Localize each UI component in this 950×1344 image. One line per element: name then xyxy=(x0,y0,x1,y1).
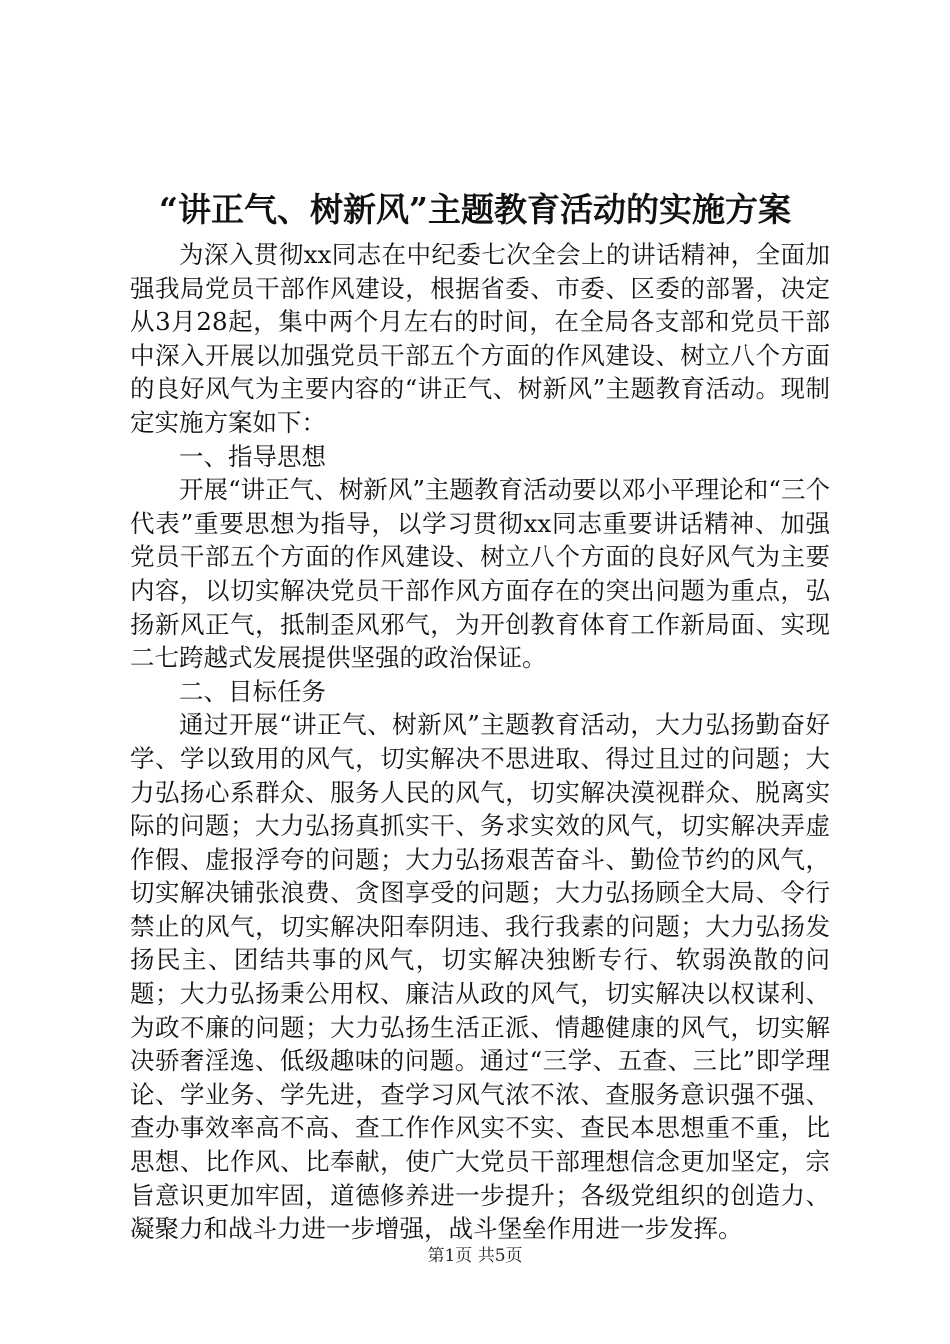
goals-paragraph: 通过开展“讲正气、树新风”主题教育活动，大力弘扬勤奋好学、学以致用的风气，切实解决不思进取、得过且过的问题；大力弘扬心系群众、服务人民的风气，切实解决漠视群众、脱离实际的问题；大力弘扬真抓实干、务求实效的风气，切实解决弄虚作假、虚报浮夸的问题；大力弘扬艰苦奋斗、勤俭节约的风气，切实解决铺张浪费、贪图享受的问题；大力弘扬顾全大局、令行禁止的风气，切实解决阳奉阴违、我行我素的问题；大力弘扬发扬民主、团结共事的风气，切实解决独断专行、软弱涣散的问题；大力弘扬秉公用权、廉洁从政的风气，切实解决以权谋利、为政不廉的问题；大力弘扬生活正派、情趣健康的风气，切实解决骄奢淫逸、低级趣味的问题。通过“三学、五查、三比”即学理论、学业务、学先进，查学习风气浓不浓、查服务意识强不强、查办事效率高不高、查工作作风实不实、查民本思想重不重，比思想、比作风、比奉献，使广大党员干部理想信念更加坚定，宗旨意识更加牢固，道德修养进一步提升；各级党组织的创造力、凝聚力和战斗力进一步增强，战斗堡垒作用进一步发挥。 xyxy=(130,710,830,1244)
section-heading-guiding-thought: 一、指导思想 xyxy=(179,441,326,471)
document-body xyxy=(130,238,830,1246)
page-number-footer: 第1页 共5页 xyxy=(427,1246,523,1266)
section-heading-goals: 二、目标任务 xyxy=(179,676,326,706)
intro-paragraph: 为深入贯彻xx同志在中纪委七次全会上的讲话精神，全面加强我局党员干部作风建设，根据省委、市委、区委的部署，决定从3月28起，集中两个月左右的时间，在全局各支部和党员干部中深入开展以加强党员干部五个方面的作风建设、树立八个方面的良好风气为主要内容的“讲正气、树新风”主题教育活动。现制定实施方案如下： xyxy=(130,240,830,437)
guiding-thought-paragraph: 开展“讲正气、树新风”主题教育活动要以邓小平理论和“三个代表”重要思想为指导，以学习贯彻xx同志重要讲话精神、加强党员干部五个方面的作风建设、树立八个方面的良好风气为主要内容，以切实解决党员干部作风方面存在的突出问题为重点，弘扬新风正气，抵制歪风邪气，为开创教育体育工作新局面、实现二七跨越式发展提供坚强的政治保证。 xyxy=(130,475,830,673)
document-title: “讲正气、树新风”主题教育活动的实施方案 xyxy=(159,190,791,229)
